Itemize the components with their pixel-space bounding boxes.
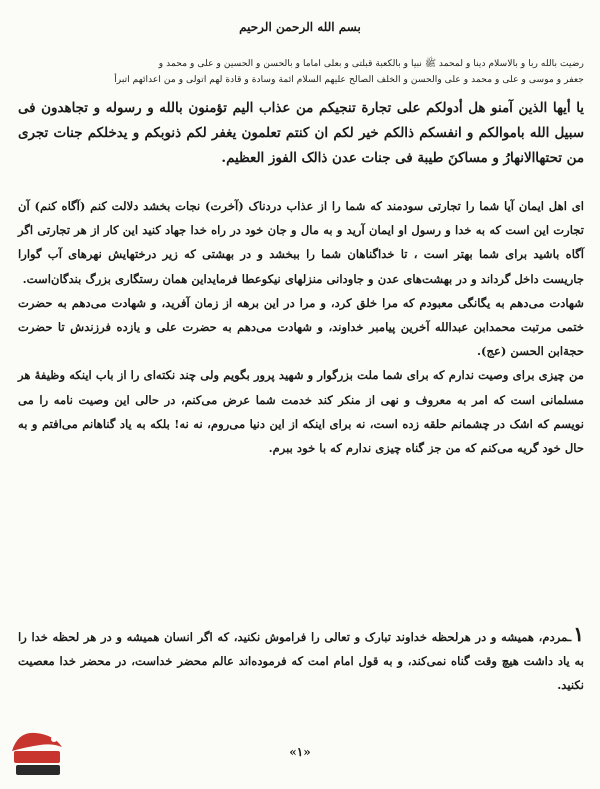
intro-line: رضیت بالله ربا و بالاسلام دینا و لمحمد ﷺ نبیا و بالکعبة قبلتی و بعلی اماما و بالحسن و الحسین و علی و محمد و bbox=[158, 58, 584, 69]
body-paragraph: شهادت می‌دهم به یگانگی معبودم که مرا خلق کرد، و مرا در این برهه از زمان آفرید، و شهادت می‌دهم به حضرت ختمی مرتبت محمدابن عبدالله آخرین پیامبر خداوند، و شهادت می‌دهم به حضرت علی و یازده فرزندش تا حضرت حجةابن الحسن (عج). bbox=[18, 295, 584, 359]
body-text bbox=[18, 194, 584, 460]
item-dash: ـ bbox=[567, 630, 572, 644]
body-paragraph: من چیزی برای وصیت ندارم که برای شما ملت بزرگوار و شهید پرور بگویم ولی چند نکته‌ای را از باب اینکه وظیفهٔ هر مسلمانی است که امر به معروف و نهی از منکر کند خدمت شما عرض می‌کنم، در حالی این وصیت نامه را می نویسم که اشک در چشمانم حلقه زده است، نه برای اینکه از این دنیا می‌روم، نه نه! بلکه به یاد گناهانم می‌افتم و به حال خود گریه می‌کنم که من جز گناه چیزی ندارم که با خود ببرم. bbox=[18, 368, 584, 456]
navid-shahed-logo bbox=[6, 721, 68, 781]
intro-line: جعفر و موسی و علی و محمد و علی والحسن و الخلف الصالح علیهم السلام ائمة وسادة و قادة لهم اتولی و من اعدائهم اتبرأ bbox=[114, 74, 584, 85]
bismillah-heading: بسم الله الرحمن الرحيم bbox=[239, 20, 361, 34]
numbered-item bbox=[18, 622, 584, 697]
body-paragraph: ای اهل ایمان آیا شما را تجارتی سودمند که شما را از عذاب دردناک (آخرت) نجات بخشد دلالت کنم (آگاه کنم) آن تجارت این است که به خدا و رسول او ایمان آرید و به مال و جان خود در راه خدا جهاد کنید این کار از هر تجارتی اگر آگاه باشید برای شما بهتر است ، تا خداگناهان شما را ببخشد و در بهشتی که زیر درختهایش نهرهای آب گوارا جاریست داخل گرداند و در بهشت‌های عدن و جاودانی منزلهای نیکوعطا فرمایداین همان رستگاری بزرگ بندگان‌است. bbox=[18, 199, 584, 286]
item-number: ۱ bbox=[573, 622, 584, 646]
quran-verse: یا أیها الذین آمنو هل أدولکم علی تجارة تنجیکم من عذاب الیم تؤمنون بالله و رسوله و تجاهدون فی سبیل الله باموالکم و انفسکم ذالکم خیر لکم ان کنتم تعلمون یغفر لکم ذنوبکم و یدخلکم جنات تجری من تحتهاالانهارُ و مساکنَ طیبة فی جنات عدن ذالک الفوز العظیم. bbox=[18, 100, 584, 166]
item-text: مردم، همیشه و در هرلحظه خداوند تبارک و تعالی را فراموش نکنید، که اگر انسان همیشه و در هر لحظه خدا را به یاد داشت هیچ وقت گناه نمی‌کند، و به قول امام امت که فرموده‌اند عالم محضر خداست، در محضر خدا معصیت نکنید. bbox=[18, 630, 584, 692]
intro-declaration bbox=[18, 56, 584, 88]
page-number: «۱» bbox=[289, 745, 311, 759]
